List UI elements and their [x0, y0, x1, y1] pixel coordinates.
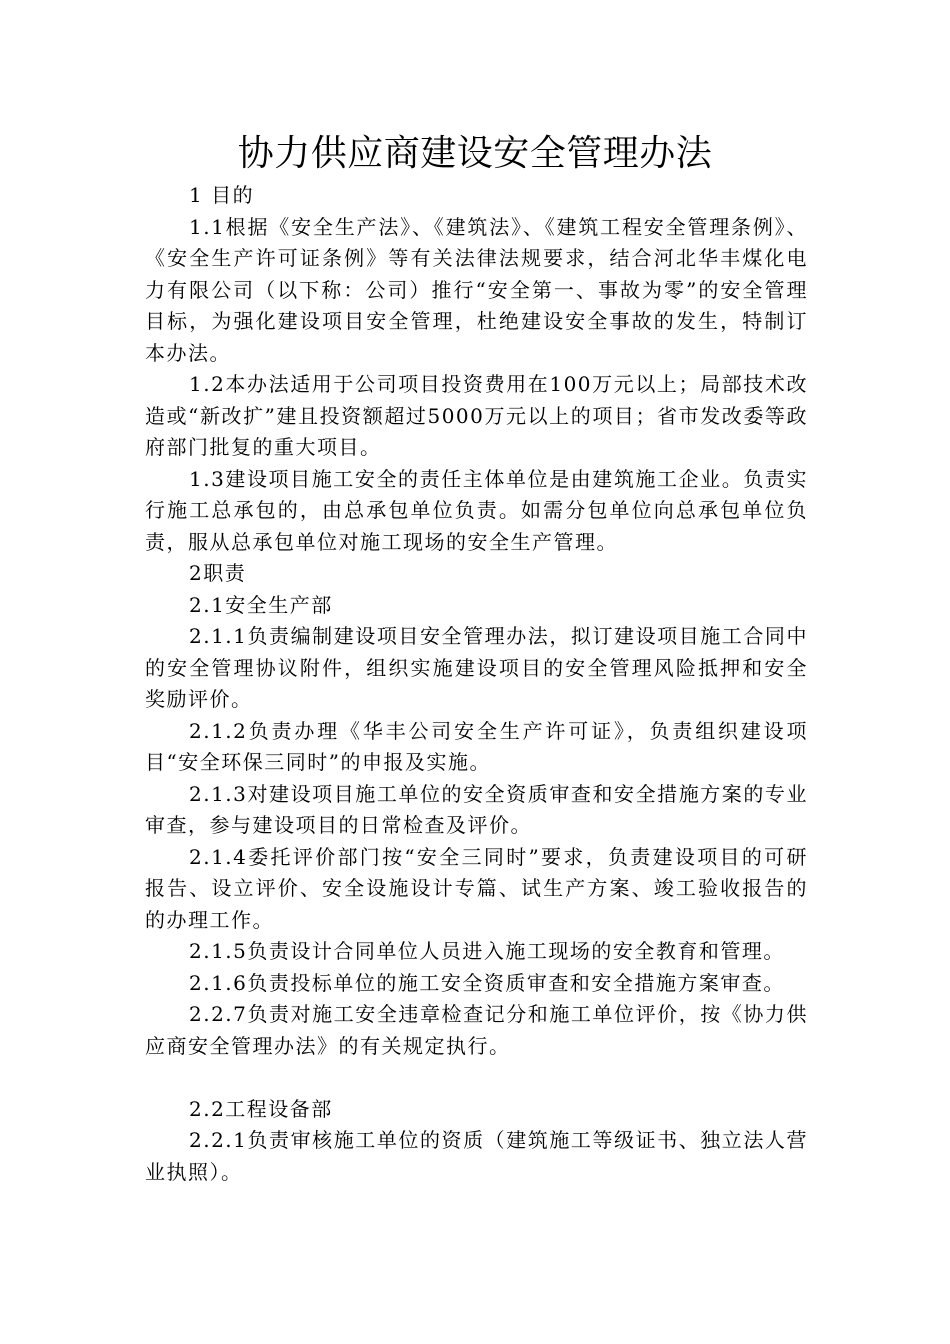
document-body: [145, 180, 808, 1188]
subsection-heading: 2.2工程设备部: [189, 1096, 333, 1121]
paragraph: 2.1.4委托评价部门按“安全三同时”要求，负责建设项目的可研报告、设立评价、安全设施设计专篇、试生产方案、竣工验收报告的的办理工作。: [145, 844, 808, 932]
paragraph: 2.1.1负责编制建设项目安全管理办法，拟订建设项目施工合同中的安全管理协议附件，组织实施建设项目的安全管理风险抵押和安全奖励评价。: [145, 624, 808, 711]
document-title: 协力供应商建设安全管理办法: [237, 133, 713, 174]
paragraph: 1.3建设项目施工安全的责任主体单位是由建筑施工企业。负责实行施工总承包的，由总承包单位负责。如需分包单位向总承包单位负责，服从总承包单位对施工现场的安全生产管理。: [145, 466, 808, 554]
section-heading: 1 目的: [189, 183, 255, 207]
paragraph: 2.1.2负责办理《华丰公司安全生产许可证》，负责组织建设项目“安全环保三同时”的申报及实施。: [145, 718, 808, 774]
section-heading: 2职责: [189, 561, 247, 585]
paragraph: 2.2.7负责对施工安全违章检查记分和施工单位评价，按《协力供应商安全管理办法》的有关规定执行。: [145, 1002, 808, 1058]
paragraph: 2.1.5负责设计合同单位人员进入施工现场的安全教育和管理。: [189, 939, 785, 963]
subsection-heading: 2.1安全生产部: [189, 592, 333, 617]
paragraph: 2.2.1负责审核施工单位的资质（建筑施工等级证书、独立法人营业执照）。: [145, 1128, 808, 1184]
paragraph: 1.1根据《安全生产法》、《建筑法》、《建筑工程安全管理条例》、《安全生产许可证条例》等有关法律法规要求，结合河北华丰煤化电力有限公司（以下称：公司）推行“安全第一、事故为零”的安全管理目标，为强化建设项目安全管理，杜绝建设安全事故的发生，特制订本办法。: [145, 214, 808, 365]
paragraph: 1.2本办法适用于公司项目投资费用在100万元以上；局部技术改造或“新改扩”建且投资额超过5000万元以上的项目；省市发改委等政府部门批复的重大项目。: [145, 372, 808, 459]
paragraph: 2.1.3对建设项目施工单位的安全资质审查和安全措施方案的专业审查，参与建设项目的日常检查及评价。: [145, 781, 808, 837]
paragraph: 2.1.6负责投标单位的施工安全资质审查和安全措施方案审查。: [189, 970, 785, 995]
